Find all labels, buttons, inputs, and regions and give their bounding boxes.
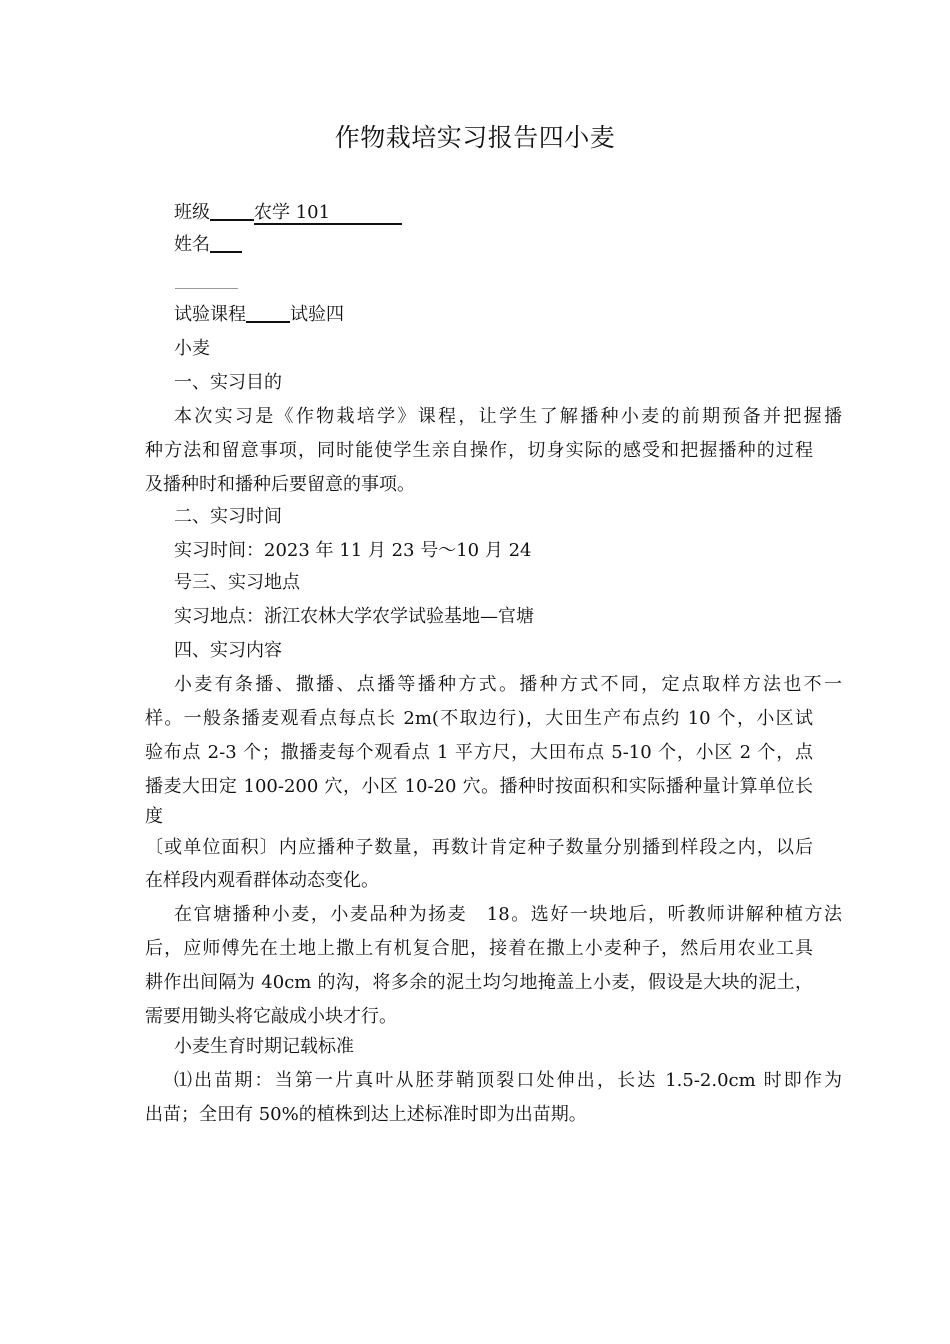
page-title: 作物栽培实习报告四小麦 <box>334 123 616 152</box>
section-heading-3: 号三、实习地点 <box>174 572 300 593</box>
course-value-2: 小麦 <box>174 338 210 359</box>
paragraph-line: 耕作出间隔为 40cm 的沟，将多余的泥土均匀地掩盖上小麦，假设是大块的泥土， <box>145 972 813 993</box>
blank-underline <box>210 201 254 221</box>
paragraph-line: ⑴出苗期：当第一片真叶从胚芽鞘顶裂口处伸出，长达 1.5-2.0cm 时即作为 <box>174 1070 842 1091</box>
paragraph-line: 在样段内观看群体动态变化。 <box>145 870 379 891</box>
paragraph-line: 种方法和留意事项，同时能使学生亲自操作，切身实际的感受和把握播种的过程 <box>145 440 813 461</box>
paragraph-line: 后，应师傅先在土地上撒上有机复合肥，接着在撒上小麦种子，然后用农业工具 <box>145 938 813 959</box>
paragraph-line: 小麦有条播、撒播、点播等播种方式。播种方式不同，定点取样方法也不一 <box>174 674 842 695</box>
paragraph-line: 样。一般条播麦观看点每点长 2m(不取边行)，大田生产布点约 10 个，小区试 <box>145 708 813 729</box>
divider <box>175 288 238 289</box>
course-value: 试验四 <box>290 304 344 325</box>
blank-underline <box>246 303 290 323</box>
course-line <box>145 298 842 332</box>
paragraph-line: 出苗；全田有 50%的植株到达上述标准时即为出苗期。 <box>145 1104 587 1125</box>
name-line <box>145 228 842 262</box>
standard-heading: 小麦生育时期记载标准 <box>174 1036 354 1057</box>
section-heading-1: 一、实习目的 <box>174 372 282 393</box>
blank-underline <box>210 233 242 253</box>
paragraph-line: 播麦大田定 100-200 穴，小区 10-20 穴。播种时按面积和实际播种量计算单位长 <box>145 776 813 797</box>
paragraph-line: 验布点 2-3 个；撒播麦每个观看点 1 平方尺，大田布点 5-10 个，小区 2 个，点 <box>145 742 813 763</box>
paragraph-line: 需要用锄头将它敲成小块才行。 <box>145 1006 397 1027</box>
place-line: 实习地点：浙江农林大学农学试验基地—官塘 <box>174 606 534 627</box>
class-value: 农学 101 <box>254 202 402 225</box>
class-label: 班级 <box>174 202 210 223</box>
paragraph-line: 〔或单位面积〕内应播种子数量，再数计肯定种子数量分别播到样段之内，以后 <box>145 837 813 858</box>
paragraph-line: 及播种时和播种后要留意的事项。 <box>145 474 415 495</box>
name-label: 姓名 <box>174 234 210 255</box>
course-label: 试验课程 <box>174 304 246 325</box>
class-line <box>145 196 842 230</box>
time-line: 实习时间：2023 年 11 月 23 号～10 月 24 <box>174 540 532 561</box>
section-heading-4: 四、实习内容 <box>174 640 282 661</box>
section-heading-2: 二、实习时间 <box>174 506 282 527</box>
paragraph-line: 在官塘播种小麦，小麦品种为扬麦 18。选好一块地后，听教师讲解种植方法 <box>174 904 842 925</box>
paragraph-line: 度 <box>145 806 163 827</box>
paragraph-line: 本次实习是《作物栽培学》课程，让学生了解播种小麦的前期预备并把握播 <box>174 406 842 427</box>
